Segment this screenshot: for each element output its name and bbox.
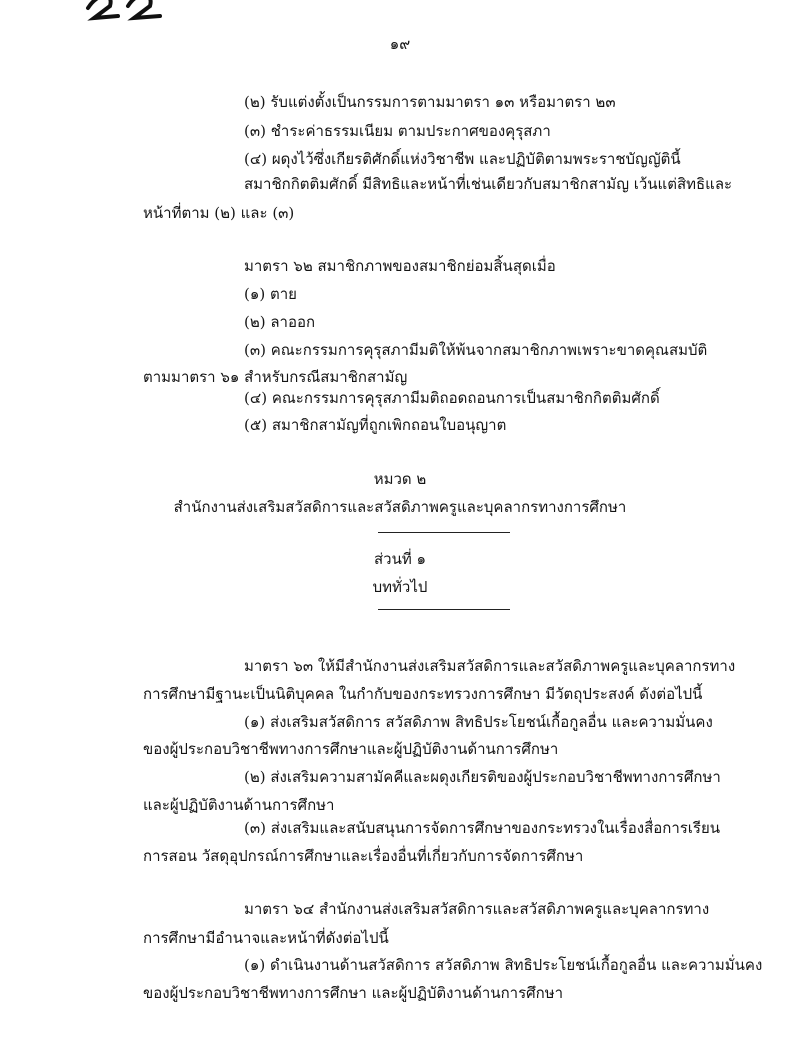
section63-item-3-line-2: การสอน วัสดุอุปกรณ์การศึกษาและเรื่องอื่นที่เกี่ยวกับการจัดการศึกษา: [143, 847, 584, 865]
section63-item-1-line-1: (๑) ส่งเสริมสวัสดิการ สวัสดิภาพ สิทธิประโยชน์เกื้อกูลอื่น และความมั่นคง: [244, 713, 713, 731]
section63-line-1: มาตรา ๖๓ ให้มีสำนักงานส่งเสริมสวัสดิการและสวัสดิภาพครูและบุคลากรทาง: [244, 657, 736, 675]
section62-item-1: (๑) ตาย: [244, 285, 297, 303]
section62-heading: มาตรา ๖๒ สมาชิกภาพของสมาชิกย่อมสิ้นสุดเมื่อ: [244, 257, 556, 275]
handwritten-page-mark: [84, 0, 174, 26]
section63-item-2-line-2: และผู้ปฏิบัติงานด้านการศึกษา: [143, 796, 335, 814]
part-title: บททั่วไป: [372, 578, 428, 596]
section62-item-3-line-1: (๓) คณะกรรมการคุรุสภามีมติให้พ้นจากสมาชิกภาพเพราะขาดคุณสมบัติ: [244, 341, 708, 359]
section62-item-2: (๒) ลาออก: [244, 313, 316, 331]
chapter-title: สำนักงานส่งเสริมสวัสดิการและสวัสดิภาพครูและบุคลากรทางการศึกษา: [173, 498, 627, 516]
section61-item-4: (๔) ผดุงไว้ซึ่งเกียรติศักดิ์แห่งวิชาชีพ และปฏิบัติตามพระราชบัญญัตินี้: [244, 150, 681, 168]
part-divider: [378, 609, 510, 610]
page-number: ๑๙: [389, 35, 411, 53]
section63-item-2-line-1: (๒) ส่งเสริมความสามัคคีและผดุงเกียรติของผู้ประกอบวิชาชีพทางการศึกษา: [244, 768, 721, 786]
chapter-divider: [378, 532, 510, 533]
section62-item-3-line-2: ตามมาตรา ๖๑ สำหรับกรณีสมาชิกสามัญ: [143, 368, 408, 386]
honorary-member-line-2: หน้าที่ตาม (๒) และ (๓): [143, 204, 295, 222]
section63-item-1-line-2: ของผู้ประกอบวิชาชีพทางการศึกษาและผู้ปฏิบัติงานด้านการศึกษา: [143, 740, 559, 758]
section64-line-1: มาตรา ๖๔ สำนักงานส่งเสริมสวัสดิการและสวัสดิภาพครูและบุคลากรทาง: [244, 900, 710, 918]
honorary-member-line-1: สมาชิกกิตติมศักดิ์ มีสิทธิและหน้าที่เช่นเดียวกับสมาชิกสามัญ เว้นแต่สิทธิและ: [244, 175, 733, 193]
section61-item-2: (๒) รับแต่งตั้งเป็นกรรมการตามมาตรา ๑๓ หรือมาตรา ๒๓: [244, 93, 616, 111]
section63-item-3-line-1: (๓) ส่งเสริมและสนับสนุนการจัดการศึกษาของกระทรวงในเรื่องสื่อการเรียน: [244, 819, 721, 837]
part-label: ส่วนที่ ๑: [373, 550, 426, 568]
section62-item-4: (๔) คณะกรรมการคุรุสภามีมติถอดถอนการเป็นสมาชิกกิตติมศักดิ์: [244, 389, 660, 407]
section62-item-5: (๕) สมาชิกสามัญที่ถูกเพิกถอนใบอนุญาต: [244, 416, 507, 434]
chapter-label: หมวด ๒: [373, 470, 427, 488]
section63-line-2: การศึกษามีฐานะเป็นนิติบุคคล ในกำกับของกระทรวงการศึกษา มีวัตถุประสงค์ ดังต่อไปนี้: [143, 685, 703, 703]
section64-item-1-line-1: (๑) ดำเนินงานด้านสวัสดิการ สวัสดิภาพ สิทธิประโยชน์เกื้อกูลอื่น และความมั่นคง: [244, 956, 763, 974]
section64-item-1-line-2: ของผู้ประกอบวิชาชีพทางการศึกษา และผู้ปฏิบัติงานด้านการศึกษา: [143, 984, 564, 1002]
section64-line-2: การศึกษามีอำนาจและหน้าที่ดังต่อไปนี้: [143, 929, 389, 947]
section61-item-3: (๓) ชำระค่าธรรมเนียม ตามประกาศของคุรุสภา: [244, 122, 551, 140]
